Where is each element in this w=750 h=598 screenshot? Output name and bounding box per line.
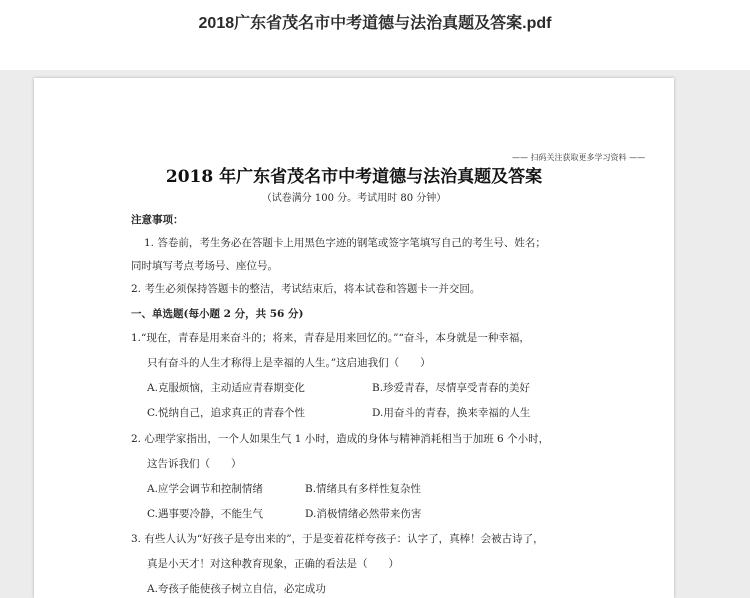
question-1: 1.“现在，青春是用来奋斗的；将来，青春是用来回忆的。”“奋斗，本身就是一种幸福，	[131, 332, 530, 344]
question-2-option-b: B.情绪具有多样性复杂性	[305, 483, 422, 495]
notice-title: 注意事项：	[131, 214, 184, 226]
question-2-cont: 这告诉我们（ ）	[147, 458, 242, 470]
file-title: 2018广东省茂名市中考道德与法治真题及答案.pdf	[198, 15, 552, 32]
qr-note: —— 扫码关注获取更多学习资料 ——	[512, 153, 646, 162]
exam-subnote: （试卷满分 100 分。考试用时 80 分钟）	[261, 193, 447, 204]
question-1-option-c: C.悦纳自己，追求真正的青春个性	[147, 407, 305, 419]
page-heading: 2018 年广东省茂名市中考道德与法治真题及答案	[165, 167, 543, 187]
question-2: 2. 心理学家指出，一个人如果生气 1 小时，造成的身体与精神消耗相当于加班 6 个小时，	[131, 433, 550, 445]
notice-item-1-cont: 同时填写考点考场号、座位号。	[131, 260, 278, 272]
notice-item-1: 1. 答卷前，考生务必在答题卡上用黑色字迹的钢笔或签字笔填写自己的考生号、姓名；	[144, 237, 546, 249]
question-1-cont: 只有奋斗的人生才称得上是幸福的人生。”这启迪我们（ ）	[147, 357, 431, 369]
question-3-option-a: A.夸孩子能使孩子树立自信，必定成功	[147, 583, 326, 595]
viewer-header	[0, 0, 750, 70]
section-heading: 一、单选题(每小题 2 分，共 56 分)	[131, 308, 304, 320]
question-3: 3. 有些人认为“好孩子是夸出来的”，于是变着花样夸孩子：认字了，真棒！会被古诗了，	[131, 533, 544, 545]
question-2-option-a: A.应学会调节和控制情绪	[147, 483, 263, 495]
pdf-page	[34, 78, 674, 598]
question-2-option-c: C.遇事要冷静，不能生气	[147, 508, 263, 520]
question-1-option-a: A.克服烦恼，主动适应青春期变化	[147, 382, 305, 394]
question-2-option-d: D.消极情绪必然带来伤害	[305, 508, 422, 520]
question-1-option-b: B.珍爱青春，尽情享受青春的美好	[372, 382, 531, 394]
question-1-option-d: D.用奋斗的青春，换来幸福的人生	[372, 407, 531, 419]
notice-item-2: 2. 考生必须保持答题卡的整洁，考试结束后，将本试卷和答题卡一并交回。	[131, 283, 481, 295]
question-3-cont: 真是小天才！对这种教育现象，正确的看法是（ ）	[147, 558, 399, 570]
